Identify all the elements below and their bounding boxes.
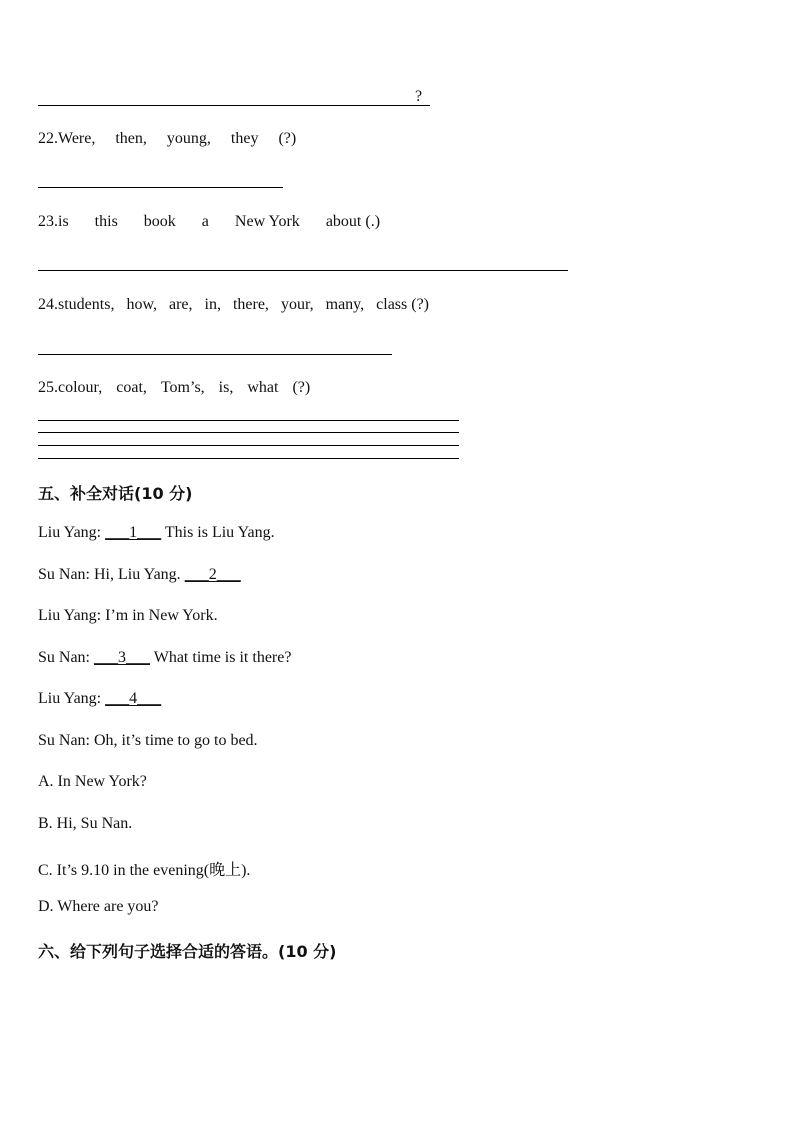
q23-prompt: [38, 213, 400, 231]
dialogue-text: What time is it there?: [153, 649, 292, 666]
q24-word: there,: [232, 296, 269, 313]
dialogue-line: [38, 649, 291, 667]
q25-answer-line[interactable]: [38, 432, 459, 433]
q23-word: book: [143, 213, 176, 230]
q23-word: New York: [234, 213, 300, 230]
speaker-name: Liu Yang:: [38, 607, 102, 624]
q23-word: about (.): [325, 213, 381, 230]
answer-blank[interactable]: ___3___: [94, 649, 150, 666]
speaker-name: Su Nan:: [38, 649, 90, 666]
dialogue-text: I’m in New York.: [105, 607, 218, 624]
q24-answer-line[interactable]: [38, 354, 392, 355]
answer-blank[interactable]: ___1___: [105, 524, 162, 541]
speaker-name: Su Nan:: [38, 566, 90, 583]
q24-prompt: [38, 296, 449, 314]
option-b: B. Hi, Su Nan.: [38, 815, 133, 832]
dialogue-line: [38, 566, 241, 584]
q24-word: in,: [204, 296, 221, 313]
q25-word: (?): [292, 379, 311, 396]
q24-word: your,: [280, 296, 314, 313]
q22-number: 22.: [38, 130, 58, 147]
section6-title: 六、给下列句子选择合适的答语。(10 分): [38, 942, 337, 961]
option-c: C. It’s 9.10 in the evening(晚上).: [38, 862, 251, 879]
q22-prompt: [38, 130, 316, 148]
q23-word: a: [201, 213, 209, 230]
q25-prompt: [38, 379, 330, 397]
q24-word: many,: [325, 296, 365, 313]
speaker-name: Su Nan:: [38, 732, 90, 749]
answer-blank[interactable]: ___2___: [184, 566, 241, 583]
speaker-name: Liu Yang:: [38, 524, 102, 541]
dialogue-line: [38, 690, 161, 708]
q25-word: Tom’s,: [160, 379, 205, 396]
q22-word: then,: [115, 130, 147, 147]
q22-answer-line[interactable]: [38, 187, 283, 188]
q23-word: is: [58, 213, 69, 230]
q25-word: coat,: [116, 379, 147, 396]
q21-end-mark: ?: [415, 88, 423, 105]
dialogue-line: [38, 732, 258, 750]
answer-blank[interactable]: ___4___: [105, 690, 162, 707]
q23-number: 23.: [38, 213, 58, 230]
q22-word: (?): [278, 130, 297, 147]
q25-word: is,: [218, 379, 234, 396]
q25-answer-line[interactable]: [38, 445, 459, 446]
q21-answer-line[interactable]: [38, 105, 430, 106]
q23-answer-line[interactable]: [38, 270, 568, 271]
dialogue-line: [38, 524, 275, 542]
q25-answer-line[interactable]: [38, 458, 459, 459]
q24-word: students,: [58, 296, 115, 313]
q24-word: are,: [168, 296, 193, 313]
option-d: D. Where are you?: [38, 898, 159, 915]
dialogue-text: This is Liu Yang.: [164, 524, 275, 541]
q24-word: class (?): [376, 296, 429, 313]
q22-word: young,: [166, 130, 211, 147]
q22-word: Were,: [58, 130, 96, 147]
q24-word: how,: [126, 296, 157, 313]
speaker-name: Liu Yang:: [38, 690, 102, 707]
q25-word: what: [247, 379, 279, 396]
q25-number: 25.: [38, 379, 58, 396]
q25-answer-line[interactable]: [38, 420, 459, 421]
dialogue-text: Hi, Liu Yang.: [94, 566, 181, 583]
option-a: A. In New York?: [38, 773, 147, 790]
q25-word: colour,: [58, 379, 103, 396]
section5-title: 五、补全对话(10 分): [38, 484, 193, 503]
q22-word: they: [230, 130, 259, 147]
q24-number: 24.: [38, 296, 58, 313]
dialogue-text: Oh, it’s time to go to bed.: [94, 732, 258, 749]
q23-word: this: [94, 213, 118, 230]
dialogue-line: [38, 607, 218, 625]
